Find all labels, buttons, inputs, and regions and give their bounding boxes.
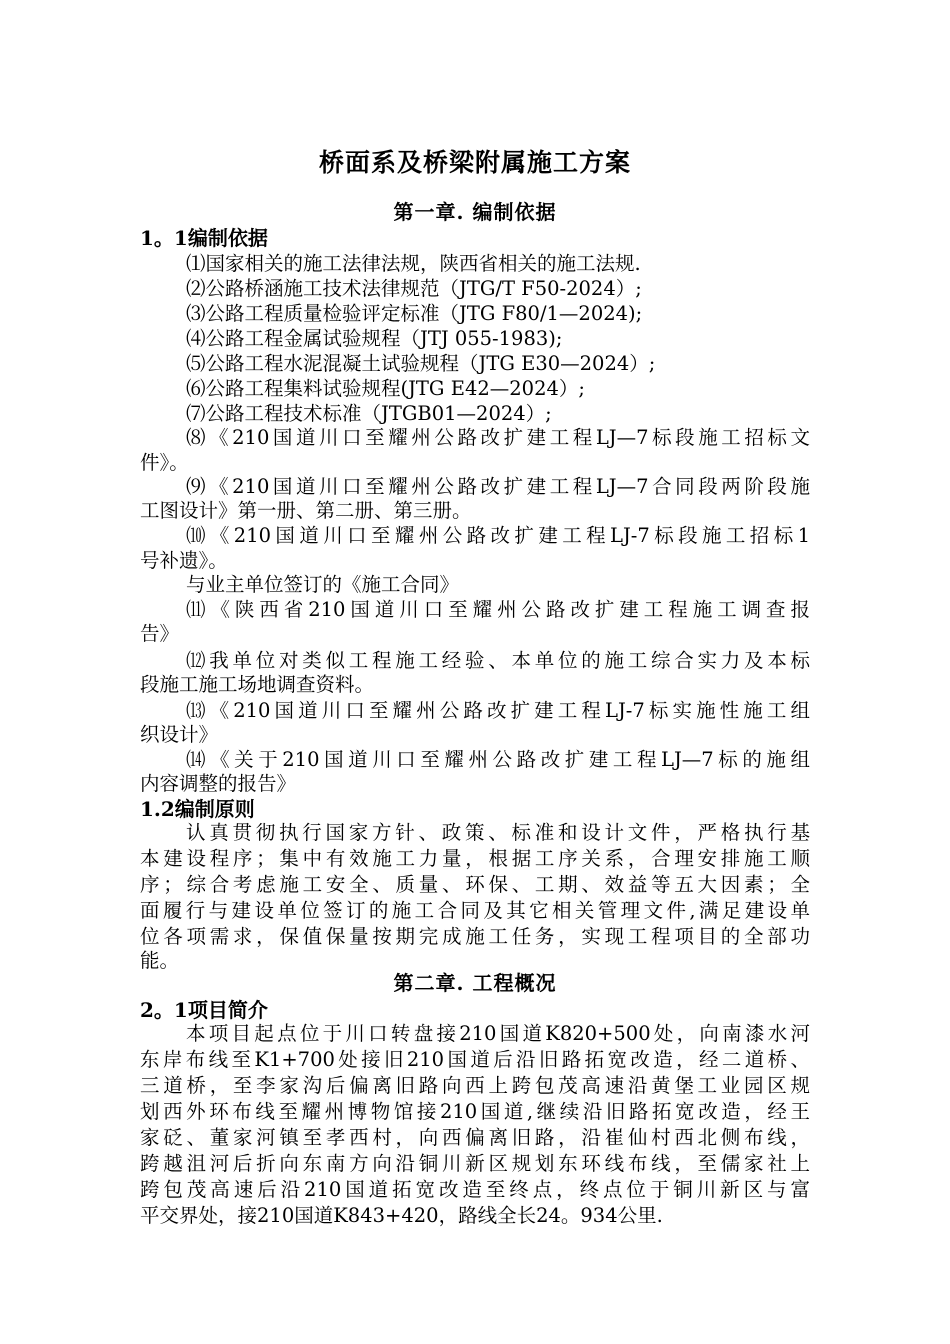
basis-line-13-cont: 织设计》 [140, 723, 219, 746]
overview-line-8: 平交界处，接210国道K843+420，路线全长24。934公里. [140, 1204, 663, 1227]
chapter-2-heading: 第二章. 工程概况 [393, 971, 557, 995]
basis-line-4: ⑷公路工程金属试验规程（JTJ 055-1983); [186, 327, 563, 350]
document-title: 桥面系及桥梁附属施工方案 [318, 148, 631, 177]
overview-line-4: 划西外环布线至耀州博物馆接210国道,继续沿旧路拓宽改造，经王 [140, 1100, 810, 1123]
principle-line-2: 本建设程序；集中有效施工力量，根据工序关系，合理安排施工顺 [140, 847, 810, 870]
basis-line-1: ⑴国家相关的施工法律法规，陕西省相关的施工法规. [186, 252, 641, 275]
principle-line-5: 位各项需求，保值保量按期完成施工任务，实现工程项目的全部功 [140, 925, 810, 948]
chapter-1-heading: 第一章. 编制依据 [393, 200, 557, 224]
basis-line-10-cont: 号补遗》。 [140, 549, 228, 572]
overview-line-7: 跨包茂高速后沿210国道拓宽改造至终点，终点位于铜川新区与富 [140, 1178, 810, 1201]
basis-line-2: ⑵公路桥涵施工技术法律规范（JTG/T F50-2024）; [186, 277, 642, 300]
basis-line-6: ⑹公路工程集料试验规程(JTG E42—2024）; [186, 377, 585, 400]
principle-line-3: 序；综合考虑施工安全、质量、环保、工期、效益等五大因素；全 [140, 873, 810, 896]
basis-line-14: ⒁《关于210国道川口至耀州公路改扩建工程LJ—7标的施组 [186, 748, 810, 771]
principle-line-1: 认真贯彻执行国家方针、政策、标准和设计文件，严格执行基 [186, 821, 810, 844]
basis-line-8-cont: 件》。 [140, 451, 189, 474]
principle-line-4: 面履行与建设单位签订的施工合同及其它相关管理文件,满足建设单 [140, 899, 810, 922]
section-1-2-heading: 1.2编制原则 [140, 797, 255, 821]
basis-line-5: ⑸公路工程水泥混凝土试验规程（JTG E30—2024）; [186, 352, 656, 375]
basis-line-14-cont: 内容调整的报告》 [140, 772, 297, 795]
basis-line-9: ⑼《210国道川口至耀州公路改扩建工程LJ—7合同段两阶段施 [186, 475, 810, 498]
overview-line-1: 本项目起点位于川口转盘接210国道K820+500处，向南漆水河 [186, 1022, 810, 1045]
basis-line-11: ⑾《陕西省210国道川口至耀州公路改扩建工程施工调查报 [186, 598, 810, 621]
basis-line-3: ⑶公路工程质量检验评定标准（JTG F80/1—2024); [186, 302, 643, 325]
overview-line-3: 三道桥，至李家沟后偏离旧路向西上跨包茂高速沿黄堡工业园区规 [140, 1074, 810, 1097]
overview-line-5: 家砭、董家河镇至孝西村，向西偏离旧路，沿崔仙村西北侧布线， [140, 1126, 810, 1149]
overview-line-6: 跨越沮河后折向东南方向沿铜川新区规划东环线布线，至儒家社上 [140, 1152, 810, 1175]
basis-line-12: ⑿我单位对类似工程施工经验、本单位的施工综合实力及本标 [186, 649, 810, 672]
basis-line-contract: 与业主单位签订的《施工合同》 [186, 573, 460, 596]
section-1-1-heading: 1。1编制依据 [140, 226, 268, 250]
basis-line-11-cont: 告》 [140, 622, 180, 645]
basis-line-10: ⑽《210国道川口至耀州公路改扩建工程LJ-7标段施工招标1 [186, 524, 810, 547]
basis-line-9-cont: 工图设计》第一册、第二册、第三册。 [140, 499, 472, 522]
basis-line-12-cont: 段施工施工场地调查资料。 [140, 673, 375, 696]
basis-line-7: ⑺公路工程技术标准（JTGB01—2024）; [186, 402, 552, 425]
basis-line-8: ⑻《210国道川口至耀州公路改扩建工程LJ—7标段施工招标文 [186, 426, 810, 449]
overview-line-2: 东岸布线至K1+700处接旧210国道后沿旧路拓宽改造，经二道桥、 [140, 1048, 810, 1071]
section-2-1-heading: 2。1项目简介 [140, 998, 268, 1022]
principle-line-6: 能。 [140, 949, 180, 972]
basis-line-13: ⒀《210国道川口至耀州公路改扩建工程LJ-7标实施性施工组 [186, 699, 810, 722]
